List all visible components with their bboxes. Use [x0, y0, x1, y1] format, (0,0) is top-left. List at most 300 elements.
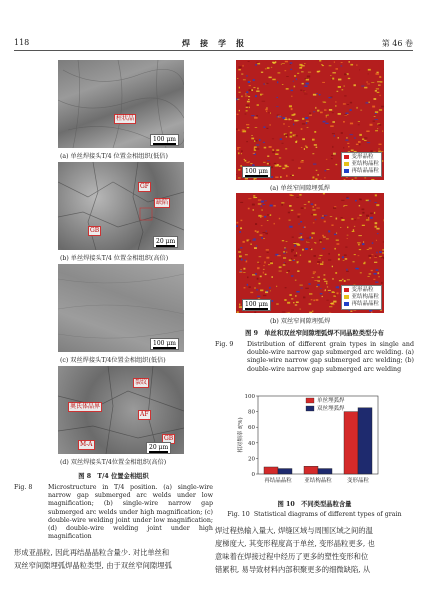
grain-speck: [324, 281, 327, 282]
grain-speck: [276, 106, 279, 107]
fig8d-label-austenite-boundary: 奥氏体晶界: [70, 403, 101, 410]
grain-speck: [268, 264, 270, 265]
grain-speck: [254, 247, 257, 249]
grain-speck: [314, 255, 316, 257]
grain-speck: [371, 82, 374, 83]
grain-speck: [382, 249, 384, 250]
grain-speck: [373, 121, 376, 122]
grain-speck: [344, 255, 347, 256]
fig8b-label-gb: GB: [90, 227, 100, 234]
grain-speck: [248, 96, 250, 97]
grain-speck: [379, 144, 382, 145]
grain-speck: [368, 217, 369, 219]
grain-speck: [344, 179, 346, 180]
grain-speck: [326, 282, 327, 284]
grain-speck: [373, 279, 375, 280]
grain-speck: [238, 169, 240, 171]
grain-speck: [341, 219, 344, 221]
grain-speck: [330, 125, 334, 127]
grain-speck: [286, 76, 289, 77]
grain-speck: [262, 94, 263, 95]
grain-speck: [243, 268, 245, 270]
grain-speck: [246, 261, 248, 263]
grain-speck: [291, 251, 293, 252]
grain-speck: [380, 95, 381, 96]
grain-speck: [265, 200, 267, 201]
grain-speck: [250, 292, 253, 293]
grain-speck: [338, 137, 339, 139]
grain-speck: [249, 85, 251, 86]
x-category-label: 变形晶粒: [346, 478, 370, 484]
fig9b-caption: (b) 双丝窄间隙埋弧焊: [270, 318, 331, 325]
grain-speck: [267, 220, 269, 221]
y-axis-label: 相对频率 f(%): [238, 417, 244, 453]
grain-speck: [277, 116, 278, 118]
grain-speck: [272, 151, 275, 153]
grain-speck: [376, 240, 377, 241]
grain-speck: [260, 216, 263, 217]
y-tick-label: 20: [248, 456, 255, 463]
grain-speck: [311, 214, 312, 215]
grain-speck: [378, 272, 380, 274]
grain-speck: [324, 109, 327, 110]
grain-speck: [332, 266, 333, 268]
grain-speck: [284, 262, 285, 263]
grain-speck: [379, 109, 382, 111]
grain-speck: [237, 311, 239, 313]
grain-speck: [274, 223, 275, 225]
grain-speck: [344, 95, 346, 96]
right-text-line-4: 错累积, 易导致材料内部积聚更多的细微缺陷, 从: [215, 565, 371, 574]
grain-speck: [316, 147, 318, 148]
grain-speck: [357, 242, 361, 243]
grain-speck: [371, 179, 374, 180]
grain-speck: [319, 94, 321, 95]
grain-speck: [314, 131, 316, 133]
grain-speck: [384, 69, 385, 70]
chart-legend-swatch: [306, 406, 314, 411]
grain-speck: [350, 311, 352, 312]
legend-swatch-substructure: [344, 162, 349, 166]
grain-speck: [322, 82, 325, 83]
grain-speck: [300, 161, 303, 162]
grain-speck: [275, 177, 278, 178]
grain-speck: [341, 217, 343, 218]
grain-speck: [295, 304, 297, 305]
grain-speck: [288, 212, 290, 214]
grain-speck: [353, 261, 355, 262]
grain-speck: [354, 219, 356, 220]
grain-speck: [307, 76, 310, 78]
grain-speck: [359, 199, 361, 200]
grain-speck: [291, 96, 292, 97]
grain-speck: [241, 259, 243, 261]
grain-speck: [371, 254, 373, 255]
grain-speck: [337, 91, 339, 92]
grain-speck: [375, 90, 377, 92]
grain-speck: [359, 205, 360, 206]
grain-speck: [346, 198, 349, 199]
grain-speck: [286, 252, 287, 253]
grain-speck: [246, 105, 249, 107]
fig8d-scale-bar: 20 μm: [146, 442, 171, 454]
grain-speck: [381, 106, 384, 108]
chart-legend-swatch: [306, 398, 314, 403]
grain-speck: [325, 289, 326, 291]
grain-speck: [277, 97, 278, 98]
volume-number: 第 46 卷: [381, 39, 413, 48]
grain-speck: [326, 300, 328, 301]
grain-speck: [286, 136, 287, 137]
grain-speck: [358, 141, 361, 143]
grain-speck: [374, 212, 375, 214]
grain-speck: [264, 147, 267, 149]
grain-speck: [298, 216, 300, 218]
grain-speck: [314, 280, 317, 281]
grain-speck: [320, 112, 323, 114]
grain-speck: [294, 86, 296, 88]
grain-speck: [289, 226, 292, 228]
grain-speck: [291, 210, 294, 211]
grain-speck: [270, 113, 271, 114]
grain-speck: [238, 178, 241, 179]
grain-speck: [301, 147, 302, 148]
grain-speck: [313, 273, 315, 274]
grain-speck: [332, 133, 335, 134]
grain-speck: [276, 286, 277, 287]
grain-speck: [376, 88, 379, 89]
grain-speck: [267, 252, 269, 253]
grain-speck: [282, 84, 284, 85]
grain-speck: [269, 77, 272, 79]
grain-speck: [375, 111, 378, 113]
grain-speck: [263, 269, 265, 270]
grain-speck: [303, 90, 305, 92]
grain-speck: [324, 215, 327, 216]
grain-speck: [309, 303, 312, 304]
grain-speck: [264, 216, 266, 218]
grain-speck: [246, 107, 248, 108]
grain-speck: [356, 268, 359, 269]
bar-single-wire: [264, 467, 278, 474]
grain-speck: [344, 280, 346, 282]
grain-speck: [285, 61, 288, 63]
grain-speck: [378, 85, 381, 86]
grain-speck: [248, 240, 251, 241]
grain-speck: [372, 242, 374, 243]
fig9a-caption: (a) 单丝窄间隙埋弧焊: [270, 185, 330, 192]
grain-speck: [296, 291, 299, 293]
grain-speck: [282, 143, 284, 144]
grain-speck: [312, 209, 315, 210]
grain-speck: [346, 269, 347, 271]
grain-speck: [238, 130, 240, 131]
fig8d-label-crack: 裂纹: [135, 379, 148, 386]
grain-speck: [306, 147, 308, 149]
grain-speck: [377, 233, 378, 234]
grain-speck: [330, 303, 333, 304]
grain-speck: [329, 313, 331, 314]
grain-speck: [382, 131, 383, 132]
grain-speck: [380, 81, 382, 82]
grain-speck: [296, 78, 297, 80]
fig8-label-en: Fig. 8: [14, 484, 33, 491]
grain-speck: [299, 64, 302, 66]
grain-speck: [359, 215, 361, 216]
grain-speck: [243, 272, 245, 273]
grain-speck: [246, 124, 249, 125]
grain-speck: [323, 237, 326, 238]
grain-speck: [358, 125, 360, 126]
grain-speck: [275, 153, 278, 155]
grain-speck: [245, 160, 247, 162]
grain-speck: [236, 128, 238, 130]
grain-speck: [326, 116, 327, 117]
grain-speck: [345, 140, 348, 141]
grain-speck: [347, 235, 349, 236]
grain-speck: [299, 67, 302, 69]
grain-speck: [269, 287, 271, 289]
bar-single-wire: [304, 466, 318, 474]
grain-speck: [322, 65, 324, 66]
grain-speck: [309, 115, 312, 116]
grain-speck: [328, 230, 330, 232]
grain-speck: [265, 233, 268, 235]
grain-speck: [265, 83, 268, 84]
fig8c-caption: (c) 双丝焊接头T/4位置金相组织(低倍): [60, 357, 166, 364]
grain-speck: [371, 312, 372, 313]
grain-speck: [296, 140, 297, 142]
grain-speck: [251, 115, 254, 116]
grain-speck: [338, 79, 341, 81]
grain-speck: [333, 296, 336, 297]
grain-speck: [283, 257, 286, 258]
grain-speck: [312, 277, 314, 278]
grain-speck: [284, 299, 286, 301]
grain-speck: [327, 287, 328, 288]
journal-title: 焊 接 学 报: [182, 38, 245, 48]
grain-speck: [277, 81, 278, 83]
grain-speck: [354, 254, 356, 255]
grain-speck: [270, 262, 273, 264]
grain-speck: [293, 260, 295, 261]
grain-speck: [329, 292, 331, 293]
grain-speck: [377, 81, 380, 82]
grain-speck: [374, 98, 377, 100]
grain-speck: [305, 288, 309, 289]
fig8c-scale-bar: 100 μm: [150, 338, 179, 350]
grain-speck: [253, 87, 255, 88]
grain-speck: [308, 201, 310, 202]
grain-speck: [240, 247, 242, 248]
grain-speck: [366, 219, 369, 220]
grain-speck: [328, 259, 331, 260]
grain-speck: [309, 312, 312, 313]
grain-speck: [376, 228, 379, 230]
grain-speck: [306, 121, 309, 122]
grain-speck: [347, 238, 349, 239]
grain-speck: [375, 222, 378, 224]
grain-speck: [238, 249, 239, 251]
grain-speck: [272, 150, 274, 151]
grain-speck: [253, 195, 255, 197]
grain-speck: [300, 233, 303, 234]
grain-speck: [255, 127, 258, 128]
grain-speck: [296, 197, 299, 198]
grain-speck: [253, 79, 255, 81]
grain-speck: [337, 243, 340, 244]
grain-speck: [337, 292, 339, 294]
grain-speck: [369, 248, 372, 250]
grain-speck: [291, 90, 294, 91]
grain-speck: [360, 110, 362, 111]
grain-speck: [281, 204, 283, 206]
grain-speck: [245, 254, 248, 255]
grain-speck: [238, 251, 241, 252]
grain-speck: [267, 214, 270, 215]
grain-speck: [246, 76, 248, 77]
grain-speck: [306, 122, 307, 123]
grain-speck: [376, 269, 379, 271]
grain-speck: [313, 206, 314, 207]
grain-speck: [256, 145, 259, 146]
grain-speck: [348, 146, 350, 147]
grain-speck: [240, 227, 242, 229]
grain-speck: [300, 309, 301, 310]
grain-speck: [245, 114, 247, 115]
grain-speck: [290, 69, 292, 70]
grain-speck: [272, 300, 274, 302]
grain-speck: [366, 82, 368, 83]
grain-speck: [293, 124, 294, 126]
grain-speck: [362, 243, 365, 245]
bar-double-wire: [358, 408, 372, 474]
grain-speck: [292, 175, 294, 176]
grain-speck: [325, 123, 328, 124]
grain-speck: [285, 134, 288, 136]
grain-speck: [346, 271, 349, 272]
grain-speck: [292, 237, 294, 238]
grain-speck: [349, 61, 350, 63]
grain-speck: [343, 147, 344, 148]
grain-speck: [313, 164, 316, 165]
grain-speck: [368, 201, 371, 202]
grain-speck: [290, 132, 292, 134]
grain-speck: [254, 140, 255, 142]
grain-speck: [253, 238, 255, 239]
grain-speck: [304, 227, 306, 228]
grain-speck: [300, 90, 302, 91]
grain-speck: [334, 234, 336, 235]
bar-double-wire: [318, 469, 332, 474]
grain-speck: [332, 121, 335, 123]
grain-speck: [296, 302, 299, 304]
grain-speck: [254, 150, 256, 151]
fig8a-caption: (a) 单丝焊接头T/4 位置金相组织(低倍): [60, 153, 168, 160]
grain-speck: [266, 257, 269, 259]
legend-swatch-deformed: [344, 155, 349, 159]
grain-speck: [355, 200, 357, 202]
grain-speck: [285, 148, 287, 149]
grain-speck: [280, 176, 282, 178]
grain-speck: [375, 226, 377, 228]
grain-speck: [327, 169, 330, 170]
grain-speck: [383, 241, 384, 242]
grain-speck: [331, 225, 333, 226]
x-category-label: 再结晶晶粒: [264, 478, 292, 484]
grain-speck: [334, 248, 336, 250]
grain-speck: [263, 238, 265, 239]
grain-speck: [323, 248, 326, 249]
grain-speck: [369, 257, 371, 259]
grain-speck: [320, 293, 323, 294]
fig8d-label-gb: GB: [164, 435, 174, 442]
grain-speck: [251, 89, 253, 91]
grain-speck: [295, 135, 298, 136]
grain-speck: [379, 256, 382, 257]
grain-speck: [323, 193, 325, 194]
grain-speck: [350, 64, 353, 66]
grain-speck: [288, 126, 290, 127]
grain-speck: [375, 194, 377, 196]
grain-speck: [265, 274, 267, 275]
grain-speck: [287, 270, 290, 272]
grain-speck: [241, 150, 243, 151]
grain-speck: [364, 137, 367, 138]
grain-speck: [377, 128, 378, 129]
grain-speck: [350, 102, 352, 104]
grain-speck: [242, 129, 245, 130]
grain-speck: [239, 92, 241, 93]
grain-speck: [270, 291, 271, 292]
grain-speck: [239, 110, 240, 111]
grain-speck: [343, 121, 345, 123]
grain-speck: [301, 71, 304, 72]
grain-speck: [354, 137, 355, 138]
grain-speck: [255, 273, 257, 274]
grain-speck: [364, 262, 365, 263]
grain-speck: [359, 134, 362, 136]
grain-speck: [297, 73, 299, 74]
grain-speck: [291, 258, 292, 259]
grain-speck: [248, 99, 250, 100]
fig9-label-en: Fig. 9: [215, 341, 234, 348]
grain-speck: [326, 239, 329, 240]
grain-speck: [279, 271, 282, 272]
grain-speck: [304, 208, 306, 209]
grain-speck: [284, 249, 286, 250]
grain-speck: [342, 256, 344, 258]
grain-speck: [267, 161, 270, 162]
grain-speck: [374, 262, 377, 263]
grain-speck: [270, 124, 271, 126]
grain-speck: [236, 174, 237, 175]
grain-speck: [282, 168, 285, 169]
grain-speck: [236, 222, 238, 224]
grain-speck: [297, 261, 299, 263]
grain-speck: [254, 312, 256, 313]
grain-speck: [333, 301, 336, 303]
grain-speck: [341, 200, 344, 201]
grain-speck: [335, 295, 336, 296]
grain-speck: [314, 242, 316, 243]
grain-speck: [268, 113, 270, 114]
grain-speck: [316, 170, 318, 171]
grain-speck: [255, 230, 257, 232]
fig9-title-en: Distribution of different grain types in single and double-wire narrow gap submerged arc welding. (a) single-wire narrow gap submerged arc welding; (b) double-wire narrow gap submerged arc welding: [247, 341, 414, 373]
grain-speck: [344, 115, 347, 116]
grain-speck: [251, 135, 252, 136]
